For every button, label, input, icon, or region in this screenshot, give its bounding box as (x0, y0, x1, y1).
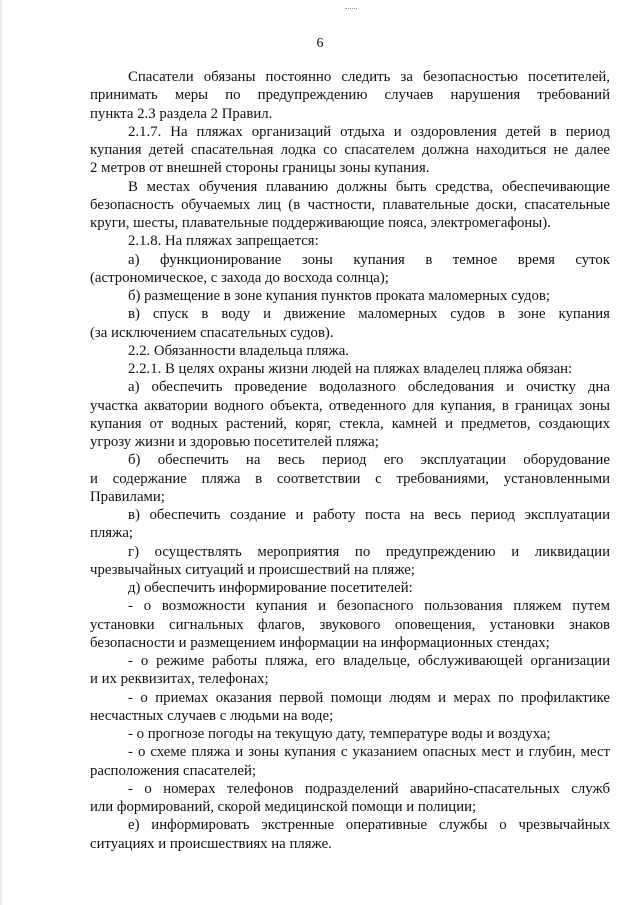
text-line: и их реквизитах, телефонах; (90, 671, 269, 688)
text-line: - о схеме пляжа и зоны купания с указанием опасных мест и глубин, мест (128, 744, 610, 761)
text-line: круги, шесты, плавательные поддерживающие пояса, электромегафоны). (90, 215, 551, 231)
text-line: Спасатели обязаны постоянно следить за безопасностью посетителей, (128, 69, 610, 85)
text-line: - о номерах телефонов подразделений аварийно-спасательных служб (128, 780, 610, 797)
page-number: 6 (316, 36, 324, 51)
text-line: купания от водных растений, коряг, стекла, камней и предметов, создающих (90, 415, 610, 432)
text-line: д) обеспечить информирование посетителей: (128, 580, 413, 596)
text-line: в) спуск в воду и движение маломерных судов в зоне купания (128, 306, 610, 323)
text-line: ситуациях и происшествиях на пляже. (90, 835, 332, 852)
text-line: (астрономическое, с захода до восхода солнца); (90, 269, 389, 286)
text-line: (за исключением спасательных судов). (90, 324, 334, 341)
text-line: и содержание пляжа в соответствии с требованиями, установленными (90, 470, 610, 487)
text-line: купания детей спасательная лодка со спасателем должна находиться не далее (90, 142, 610, 158)
text-line: расположения спасателей; (90, 762, 257, 779)
text-line: а) функционирование зоны купания в темное время суток (128, 251, 610, 268)
text-line: в) обеспечить создание и работу поста на весь период эксплуатации (128, 507, 610, 523)
text-line: или формирований, скорой медицинской помощи и полиции; (90, 799, 477, 815)
text-line: а) обеспечить проведение водолазного обследования и очистку дна (128, 379, 610, 396)
text-line: 2.1.8. На пляжах запрещается: (128, 233, 319, 250)
text-line: установки сигнальных флагов, звукового оповещения, установки знаков (90, 616, 610, 633)
text-line: б) обеспечить на весь период его эксплуатации оборудование (128, 452, 610, 469)
text-line: участка акватории водного объекта, отведенного для купания, в границах зоны (90, 397, 610, 414)
text-line: е) информировать экстренные оперативные службы о чрезвычайных (128, 817, 610, 834)
scan-artifact (345, 8, 357, 13)
text-line: пункта 2.3 раздела 2 Правил. (90, 105, 273, 122)
text-line: 2.2. Обязанности владельца пляжа. (128, 342, 349, 359)
text-line: В местах обучения плаванию должны быть средства, обеспечивающие (128, 178, 610, 195)
text-line: безопасности и размещением информации на информационных стендах; (90, 634, 550, 651)
text-line: принимать меры по предупреждению случаев нарушения требований (90, 87, 610, 104)
text-line: г) осуществлять мероприятия по предупреждению и ликвидации (128, 543, 610, 560)
text-line: угрозу жизни и здоровью посетителей пляжа; (90, 434, 379, 450)
text-line: чрезвычайных ситуаций и происшествий на пляже; (90, 561, 415, 578)
text-line: 2.2.1. В целях охраны жизни людей на пляжах владелец пляжа обязан: (128, 361, 573, 377)
document-body (90, 68, 610, 853)
text-line: пляжа; (90, 525, 134, 542)
text-line: б) размещение в зоне купания пунктов проката маломерных судов; (128, 288, 550, 304)
text-line: 2 метров от внешней стороны границы зоны купания. (90, 160, 430, 177)
text-line: - о приемах оказания первой помощи людям и мерах по профилактике (128, 689, 610, 706)
text-line: безопасность обучаемых лиц (в частности, плавательные доски, спасательные (90, 196, 610, 213)
text-line: 2.1.7. На пляжах организаций отдыха и оздоровления детей в период (128, 123, 610, 140)
text-line: несчастных случаев с людьми на воде; (90, 707, 334, 724)
text-line: - о возможности купания и безопасного пользования пляжем путем (128, 598, 610, 615)
text-line: - о режиме работы пляжа, его владельце, обслуживающей организации (128, 653, 610, 669)
scan-edge (0, 0, 2, 905)
text-line: - о прогнозе погоды на текущую дату, температуре воды и воздуха; (128, 726, 551, 742)
text-line: Правилами; (90, 488, 165, 505)
